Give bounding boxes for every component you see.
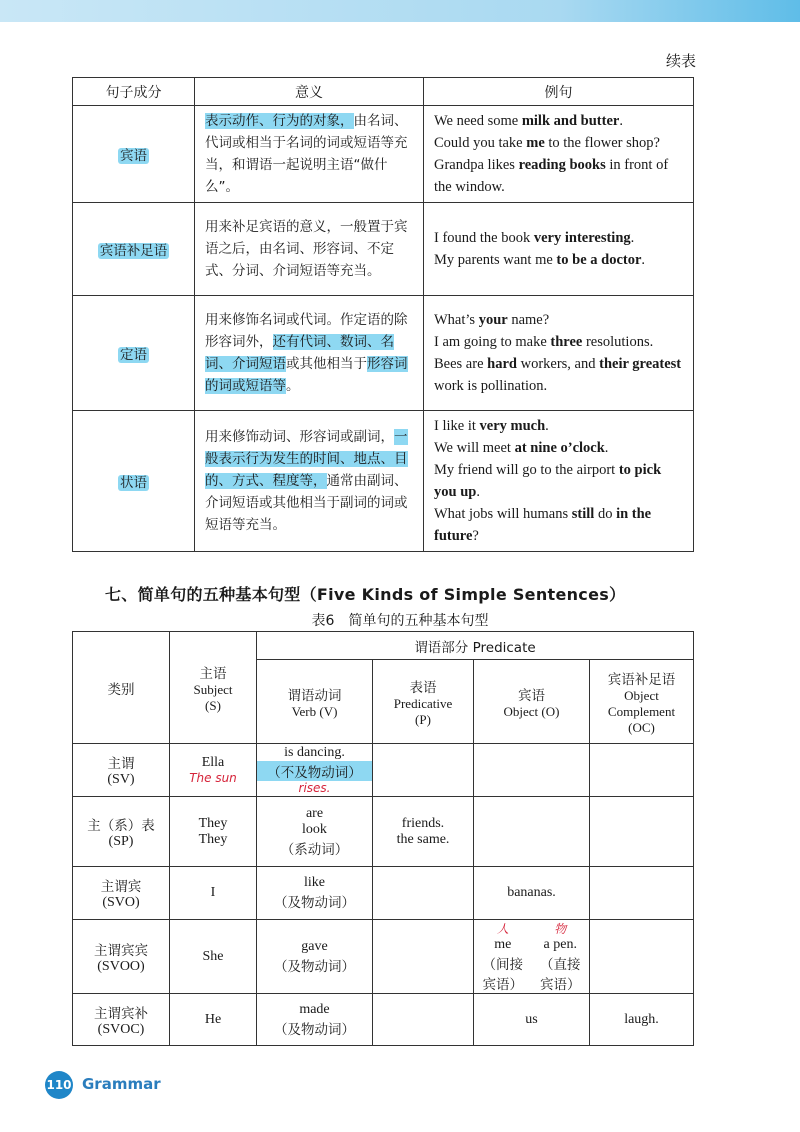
header-verb: 谓语动词 Verb (V): [257, 660, 373, 744]
table-row: [73, 867, 694, 920]
oc-cell: [590, 797, 694, 867]
table-row: [73, 203, 694, 296]
example-sentence: We need some milk and butter.: [434, 113, 623, 129]
object-cell: bananas.: [474, 867, 590, 920]
handwritten-note: The sun: [189, 771, 237, 785]
oc-cell: [590, 744, 694, 797]
verb-cell: are look （系动词）: [257, 797, 373, 867]
component-cell: 定语: [73, 296, 195, 411]
meaning-cell: 用来修饰名词或代词。作定语的除形容词外，还有代词、数词、名词、介词短语或其他相当于形容词的词或短语等。: [195, 296, 424, 411]
verb-cell: made （及物动词）: [257, 994, 373, 1046]
sentence-patterns-table: [72, 631, 694, 1046]
category-cell: 主谓 (SV): [73, 744, 170, 797]
handwritten-note: 物: [554, 922, 567, 936]
example-sentence: What’s your name?: [434, 312, 550, 328]
verb-cell: is dancing. （不及物动词） rises.: [257, 744, 373, 797]
object-cell: 人 me （间接 宾语） 物 a pen. （直接 宾语）: [474, 920, 590, 994]
oc-cell: [590, 867, 694, 920]
handwritten-note: 人: [496, 922, 509, 936]
subject-cell: I: [170, 867, 257, 920]
section-heading: 七、简单句的五种基本句型（Five Kinds of Simple Sentences）: [105, 585, 626, 604]
meaning-cell: 用来补足宾语的意义，一般置于宾语之后，由名词、形容词、不定式、分词、介词短语等充当。: [195, 203, 424, 296]
handwritten-note: rises.: [298, 781, 331, 795]
table-caption: 表6 简单句的五种基本句型: [311, 613, 489, 629]
page-number-badge: 110: [45, 1071, 73, 1099]
table-row: [73, 296, 694, 411]
component-cell: 状语: [73, 411, 195, 552]
header-subject: 主语 Subject (S): [170, 632, 257, 744]
category-cell: 主谓宾宾 (SVOO): [73, 920, 170, 994]
predicative-cell: [373, 744, 474, 797]
meaning-cell: 用来修饰动词、形容词或副词，一般表示行为发生的时间、地点、目的、方式、程度等，通常由副词、介词短语或其他相当于副词的词或短语等充当。: [195, 411, 424, 552]
header-component: 句子成分: [73, 78, 195, 106]
subject-cell: Ella The sun: [170, 744, 257, 797]
object-cell: [474, 744, 590, 797]
example-sentence: Bees are hard workers, and their greatest work is pollination.: [434, 356, 682, 394]
table-row: [73, 797, 694, 867]
component-cell: 宾语补足语: [73, 203, 195, 296]
table-row: [73, 744, 694, 797]
examples-cell: [424, 411, 694, 552]
header-predicative: 表语 Predicative (P): [373, 660, 474, 744]
predicative-cell: [373, 994, 474, 1046]
example-sentence: I found the book very interesting.: [434, 230, 635, 246]
table-header-row: [73, 78, 694, 106]
meaning-cell: 表示动作、行为的对象，由名词、代词或相当于名词的词或短语等充当，和谓语一起说明主语“做什么”。: [195, 106, 424, 203]
example-sentence: What jobs will humans still do in the future?: [434, 506, 652, 544]
footer-title: Grammar: [82, 1075, 161, 1093]
header-examples: 例句: [424, 78, 694, 106]
example-sentence: My friend will go to the airport to pick you up.: [434, 462, 662, 500]
predicative-cell: [373, 920, 474, 994]
table-row: [73, 994, 694, 1046]
object-cell: us: [474, 994, 590, 1046]
header-object-complement: 宾语补足语 Object Complement (OC): [590, 660, 694, 744]
example-sentence: Could you take me to the flower shop?: [434, 135, 660, 151]
predicative-cell: friends. the same.: [373, 797, 474, 867]
examples-cell: [424, 106, 694, 203]
category-cell: 主谓宾 (SVO): [73, 867, 170, 920]
verb-cell: like （及物动词）: [257, 867, 373, 920]
subject-cell: He: [170, 994, 257, 1046]
examples-cell: [424, 203, 694, 296]
header-predicate-group: 谓语部分 Predicate: [257, 632, 694, 660]
header-meaning: 意义: [195, 78, 424, 106]
subject-cell: She: [170, 920, 257, 994]
example-sentence: I am going to make three resolutions.: [434, 334, 654, 350]
example-sentence: We will meet at nine o’clock.: [434, 440, 609, 456]
continued-label: 续表: [665, 52, 696, 70]
example-sentence: I like it very much.: [434, 418, 549, 434]
sentence-components-table: [72, 77, 694, 552]
component-cell: 宾语: [73, 106, 195, 203]
examples-cell: [424, 296, 694, 411]
subject-cell: They They: [170, 797, 257, 867]
table-row: [73, 920, 694, 994]
example-sentence: My parents want me to be a doctor.: [434, 252, 646, 268]
header-row: [73, 632, 694, 660]
header-object: 宾语 Object (O): [474, 660, 590, 744]
object-cell: [474, 797, 590, 867]
top-color-band: [0, 0, 800, 22]
category-cell: 主（系）表 (SP): [73, 797, 170, 867]
verb-cell: gave （及物动词）: [257, 920, 373, 994]
table-row: [73, 106, 694, 203]
predicative-cell: [373, 867, 474, 920]
table-row: [73, 411, 694, 552]
oc-cell: [590, 920, 694, 994]
example-sentence: Grandpa likes reading books in front of the window.: [434, 157, 669, 195]
category-cell: 主谓宾补 (SVOC): [73, 994, 170, 1046]
header-category: 类别: [73, 632, 170, 744]
oc-cell: laugh.: [590, 994, 694, 1046]
